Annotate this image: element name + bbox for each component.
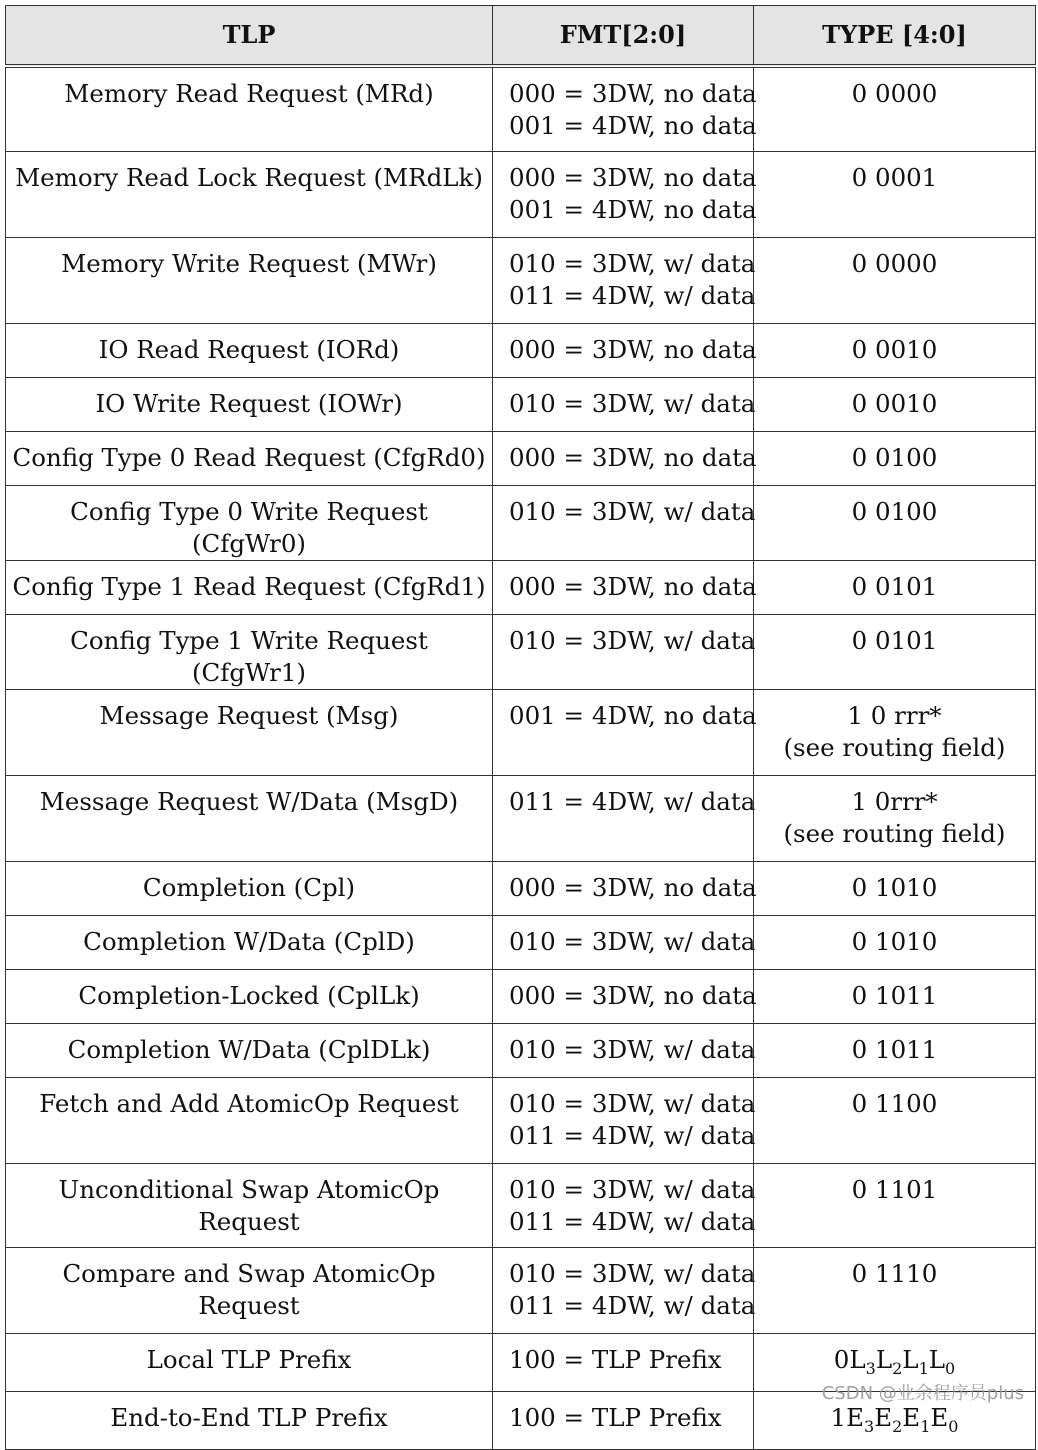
tlp-cell <box>6 776 493 862</box>
type-char: L <box>928 1345 946 1374</box>
table-row <box>6 776 1036 862</box>
tlp-cell <box>6 432 493 486</box>
fmt-cell <box>493 1392 754 1450</box>
cell-line: IO Write Request (IOWr) <box>95 389 403 418</box>
type-char: L <box>875 1345 893 1374</box>
cell-line: 1 0rrr* <box>851 787 938 816</box>
type-subscript: 0 <box>945 1359 956 1378</box>
cell-line: Message Request (Msg) <box>99 701 399 730</box>
cell-line: Unconditional Swap AtomicOp <box>58 1175 440 1204</box>
cell-line: Compare and Swap AtomicOp <box>62 1259 436 1288</box>
cell-line: 011 = 4DW, w/ data <box>509 1121 756 1150</box>
table-row <box>6 970 1036 1024</box>
cell-line: 0 0000 <box>851 78 938 108</box>
cell-line: 0 1011 <box>851 981 938 1010</box>
cell-line: 000 = 3DW, no data <box>509 443 757 472</box>
table-row <box>6 1248 1036 1334</box>
tlp-cell <box>6 615 493 690</box>
type-char: E <box>902 1403 921 1432</box>
type-char: E <box>930 1403 949 1432</box>
cell-line: Memory Read Lock Request (MRdLk) <box>15 163 483 192</box>
fmt-cell <box>493 1078 754 1164</box>
table-row <box>6 238 1036 324</box>
cell-line: 000 = 3DW, no data <box>509 572 757 601</box>
type-char: 1 <box>830 1403 847 1432</box>
type-cell <box>754 970 1036 1024</box>
type-cell <box>754 66 1036 152</box>
fmt-cell <box>493 1334 754 1392</box>
type-subscript: 1 <box>920 1417 931 1436</box>
cell-line: 000 = 3DW, no data <box>509 335 757 364</box>
table-row <box>6 1024 1036 1078</box>
cell-line: 0 0101 <box>851 626 938 655</box>
cell-line: 0 0101 <box>851 572 938 601</box>
cell-line: (see routing field) <box>783 733 1006 762</box>
type-subscript: 2 <box>892 1359 903 1378</box>
header-type: TYPE [4:0] <box>754 6 1036 66</box>
cell-line: Config Type 0 Write Request (CfgWr0) <box>70 497 428 558</box>
type-value <box>758 1344 1031 1376</box>
cell-line: Completion W/Data (CplD) <box>83 927 415 956</box>
table-row <box>6 378 1036 432</box>
cell-line: Memory Write Request (MWr) <box>61 249 437 278</box>
header-row <box>6 6 1036 66</box>
cell-line: 000 = 3DW, no data <box>509 163 757 192</box>
cell-line: 010 = 3DW, w/ data <box>509 497 756 526</box>
watermark: CSDN @业余程序员plus <box>821 1383 1024 1404</box>
fmt-cell <box>493 1248 754 1334</box>
tlp-cell <box>6 324 493 378</box>
header-fmt: FMT[2:0] <box>493 6 754 66</box>
type-subscript: 3 <box>865 1359 876 1378</box>
fmt-cell <box>493 916 754 970</box>
fmt-cell <box>493 615 754 690</box>
type-cell <box>754 776 1036 862</box>
cell-line: 0 1110 <box>851 1259 938 1288</box>
header-tlp: TLP <box>6 6 493 66</box>
tlp-cell <box>6 378 493 432</box>
cell-line: Request <box>198 1291 300 1320</box>
cell-line: 0 0001 <box>851 163 938 192</box>
cell-line: 010 = 3DW, w/ data <box>509 1259 756 1288</box>
cell-line: 011 = 4DW, w/ data <box>509 1207 756 1236</box>
table-row <box>6 561 1036 615</box>
table-row <box>6 432 1036 486</box>
tlp-cell <box>6 152 493 238</box>
type-char: 0 <box>833 1345 850 1374</box>
cell-line: 010 = 3DW, w/ data <box>509 626 756 655</box>
cell-line: Completion-Locked (CplLk) <box>78 981 420 1010</box>
fmt-cell <box>493 862 757 916</box>
fmt-cell <box>493 324 757 378</box>
cell-line: Message Request W/Data (MsgD) <box>39 787 459 816</box>
type-char: L <box>902 1345 919 1374</box>
table-row <box>6 1164 1036 1248</box>
type-cell <box>754 561 1036 615</box>
fmt-cell <box>493 66 757 152</box>
table-row <box>6 916 1036 970</box>
fmt-cell <box>493 561 757 615</box>
cell-line: 0 1101 <box>851 1175 938 1204</box>
cell-line: 000 = 3DW, no data <box>509 981 757 1010</box>
tlp-cell <box>6 66 493 152</box>
cell-line: 001 = 4DW, no data <box>509 110 757 140</box>
fmt-cell <box>493 1024 754 1078</box>
type-cell <box>754 690 1036 776</box>
tlp-cell <box>6 1164 493 1248</box>
tlp-cell <box>6 862 493 916</box>
cell-line: 010 = 3DW, w/ data <box>509 1175 756 1204</box>
table-row <box>6 486 1036 561</box>
table-body <box>6 66 1036 1450</box>
tlp-cell <box>6 916 493 970</box>
cell-line: Config Type 0 Read Request (CfgRd0) <box>12 443 486 472</box>
cell-line: 010 = 3DW, w/ data <box>509 1089 756 1118</box>
type-cell <box>754 152 1036 238</box>
type-cell <box>754 432 1036 486</box>
type-subscript: 0 <box>948 1417 959 1436</box>
cell-line: 0 1010 <box>851 927 938 956</box>
table-row <box>6 66 1036 152</box>
table-row <box>6 324 1036 378</box>
cell-line: 0 0000 <box>851 249 938 278</box>
type-cell <box>754 1248 1036 1334</box>
cell-line: Request <box>198 1207 300 1236</box>
tlp-cell <box>6 1392 493 1450</box>
fmt-cell <box>493 776 754 862</box>
cell-line: Completion W/Data (CplDLk) <box>67 1035 431 1064</box>
fmt-cell <box>493 152 757 238</box>
cell-line: 0 0100 <box>851 497 938 526</box>
cell-line: 011 = 4DW, w/ data <box>509 281 756 310</box>
cell-line: 010 = 3DW, w/ data <box>509 1035 756 1064</box>
cell-line: 001 = 4DW, no data <box>509 701 757 730</box>
type-cell <box>754 486 1036 561</box>
type-subscript: 1 <box>918 1359 929 1378</box>
fmt-cell <box>493 690 757 776</box>
cell-line: Local TLP Prefix <box>146 1345 352 1374</box>
fmt-cell <box>493 238 754 324</box>
type-cell <box>754 1024 1036 1078</box>
cell-line: 011 = 4DW, w/ data <box>509 787 756 816</box>
cell-line: Fetch and Add AtomicOp Request <box>39 1089 459 1118</box>
type-cell <box>754 862 1036 916</box>
type-cell <box>754 615 1036 690</box>
cell-line: 1 0 rrr* <box>847 701 942 730</box>
cell-line: 000 = 3DW, no data <box>509 78 757 108</box>
cell-line: 011 = 4DW, w/ data <box>509 1291 756 1320</box>
type-char: E <box>874 1403 893 1432</box>
cell-line: 0 0010 <box>851 389 938 418</box>
tlp-cell <box>6 561 493 615</box>
tlp-cell <box>6 486 493 561</box>
tlp-cell <box>6 970 493 1024</box>
cell-line: IO Read Request (IORd) <box>98 335 400 364</box>
type-cell <box>754 1078 1036 1164</box>
type-value <box>758 1402 1031 1434</box>
tlp-cell <box>6 690 493 776</box>
cell-line: Config Type 1 Write Request (CfgWr1) <box>70 626 428 687</box>
cell-line: 0 1010 <box>851 873 938 902</box>
fmt-cell <box>493 432 757 486</box>
cell-line: 0 1100 <box>851 1089 938 1118</box>
table-row <box>6 152 1036 238</box>
tlp-cell <box>6 1334 493 1392</box>
cell-line: 0 1011 <box>851 1035 938 1064</box>
cell-line: 100 = TLP Prefix <box>509 1345 722 1374</box>
type-subscript: 3 <box>864 1417 875 1436</box>
cell-line: Completion (Cpl) <box>142 873 356 902</box>
cell-line: Memory Read Request (MRd) <box>64 78 434 108</box>
cell-line: 010 = 3DW, w/ data <box>509 249 756 278</box>
cell-line: 0 0010 <box>851 335 938 364</box>
type-cell <box>754 1164 1036 1248</box>
tlp-cell <box>6 1078 493 1164</box>
cell-line: Config Type 1 Read Request (CfgRd1) <box>12 572 486 601</box>
tlp-cell <box>6 1024 493 1078</box>
tlp-cell <box>6 238 493 324</box>
type-char: E <box>846 1403 865 1432</box>
type-cell <box>754 916 1036 970</box>
cell-line: 000 = 3DW, no data <box>509 873 757 902</box>
cell-line: (see routing field) <box>783 819 1006 848</box>
type-cell <box>754 324 1036 378</box>
table-row <box>6 690 1036 776</box>
fmt-cell <box>493 486 754 561</box>
type-subscript: 2 <box>892 1417 903 1436</box>
tlp-type-table <box>5 5 1036 1450</box>
cell-line: End-to-End TLP Prefix <box>110 1403 388 1432</box>
cell-line: 001 = 4DW, no data <box>509 195 757 224</box>
fmt-cell <box>493 1164 754 1248</box>
cell-line: 010 = 3DW, w/ data <box>509 927 756 956</box>
cell-line: 010 = 3DW, w/ data <box>509 389 756 418</box>
type-char: L <box>849 1345 866 1374</box>
type-cell <box>754 378 1036 432</box>
cell-line: 0 0100 <box>851 443 938 472</box>
table-row <box>6 862 1036 916</box>
tlp-cell <box>6 1248 493 1334</box>
cell-line: 100 = TLP Prefix <box>509 1403 722 1432</box>
table-row <box>6 615 1036 690</box>
table-row <box>6 1078 1036 1164</box>
type-cell <box>754 238 1036 324</box>
fmt-cell <box>493 970 757 1024</box>
fmt-cell <box>493 378 754 432</box>
